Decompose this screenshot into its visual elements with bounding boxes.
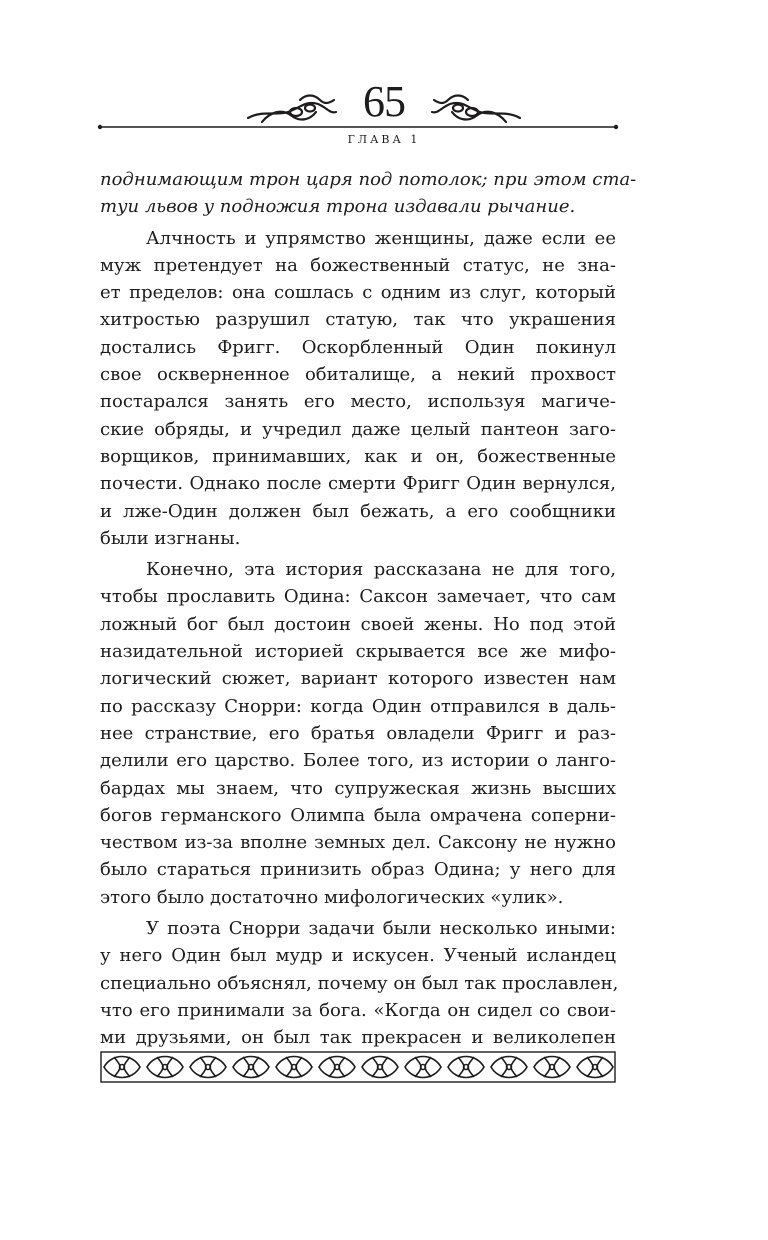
- knot-weave: [458, 1057, 474, 1077]
- knotwork-border-band-icon: [100, 1051, 616, 1083]
- knot-loop: [147, 1057, 183, 1078]
- text-line: У поэта Снорри задачи были несколько иными:: [146, 918, 616, 940]
- text-line: по рассказу Снорри: когда Один отправился в даль-: [100, 695, 616, 717]
- knot-center: [421, 1065, 426, 1070]
- text-line: почести. Однако после смерти Фригг Один вернулся,: [100, 473, 616, 495]
- text-line: было стараться принизить образ Одина; у него для: [100, 859, 616, 881]
- knot-center: [120, 1065, 125, 1070]
- knot-center: [593, 1065, 598, 1070]
- knot-center: [550, 1065, 555, 1070]
- knot-loop: [491, 1057, 527, 1078]
- text-line: поднимающим трон царя под потолок; при этом ста-: [100, 169, 637, 190]
- page-number: 65: [363, 77, 405, 126]
- text-line: постарался занять его место, используя магиче-: [100, 391, 616, 413]
- text-line: были изгнаны.: [100, 527, 241, 549]
- knot-loop: [276, 1057, 312, 1078]
- text-line: и лже-Один должен был бежать, а его сообщники: [100, 500, 616, 522]
- chapter-label: ГЛАВА 1: [347, 133, 421, 146]
- knot-center: [163, 1065, 168, 1070]
- text-line: свое оскверненное обиталище, а некий прохвост: [100, 364, 616, 386]
- text-line: этого было достаточно мифологических «улик».: [100, 886, 564, 908]
- text-line: Алчность и упрямство женщины, даже если ее: [146, 227, 616, 249]
- knot-center: [292, 1065, 297, 1070]
- body-text: [100, 166, 637, 1052]
- knot-center: [464, 1065, 469, 1070]
- knot-loop: [233, 1057, 269, 1078]
- text-line: чтобы прославить Одина: Саксон замечает, что сам: [100, 586, 616, 608]
- text-line: ские обряды, и учредил даже целый пантеон заго-: [100, 418, 616, 440]
- text-line: хитростью разрушил статую, так что украшения: [100, 309, 616, 331]
- knot-center: [378, 1065, 383, 1070]
- text-line: ми друзьями, он был так прекрасен и великолепен: [100, 1027, 616, 1049]
- knot-center: [507, 1065, 512, 1070]
- knot-weave: [286, 1057, 302, 1077]
- knot-center: [249, 1065, 254, 1070]
- knot-loop: [190, 1057, 226, 1078]
- knot-weave: [157, 1057, 173, 1077]
- knot-weave: [372, 1057, 388, 1077]
- text-line: специально объяснял, почему он был так прославлен,: [100, 972, 619, 994]
- knot-weave: [587, 1057, 603, 1077]
- knot-weave: [243, 1057, 259, 1077]
- text-line: логический сюжет, вариант которого известен нам: [100, 668, 616, 690]
- knot-loop: [405, 1057, 441, 1078]
- knot-center: [206, 1065, 211, 1070]
- knot-weave: [544, 1057, 560, 1077]
- knot-loop: [104, 1057, 140, 1078]
- text-line: ложный бог был достоин своей жены. Но под этой: [100, 613, 616, 635]
- text-line: что его принимали за бога. «Когда он сидел со свои-: [100, 999, 616, 1021]
- text-line: бардах мы знаем, что супружеская жизнь высших: [100, 777, 616, 799]
- knot-loop: [319, 1057, 355, 1078]
- text-line: Конечно, эта история рассказана не для того,: [146, 559, 616, 581]
- knot-weave: [329, 1057, 345, 1077]
- knot-loop: [534, 1057, 570, 1078]
- text-line: делили его царство. Более того, из истории о ланго-: [100, 750, 616, 772]
- text-line: нее странствие, его братья овладели Фригг и раз-: [100, 722, 616, 744]
- knot-weave: [501, 1057, 517, 1077]
- knot-weave: [200, 1057, 216, 1077]
- text-line: туи львов у подножия трона издавали рычание.: [100, 196, 576, 218]
- page-header: [0, 0, 768, 160]
- knot-loop: [577, 1057, 613, 1078]
- knot-weave: [415, 1057, 431, 1077]
- text-line: муж претендует на божественный статус, не зна-: [100, 254, 616, 276]
- text-line: чеством из-за вполне земных дел. Саксону не нужно: [100, 832, 616, 854]
- text-line: ворщиков, принимавших, как и он, божественные: [100, 445, 616, 467]
- text-line: у него Один был мудр и искусен. Ученый исландец: [100, 945, 616, 967]
- text-line: богов германского Олимпа была омрачена соперни-: [100, 804, 616, 826]
- knot-center: [335, 1065, 340, 1070]
- text-line: ет пределов: она сошлась с одним из слуг, который: [100, 282, 616, 304]
- knot-loop: [362, 1057, 398, 1078]
- text-line: достались Фригг. Оскорбленный Один покинул: [100, 336, 616, 358]
- knot-weave: [114, 1057, 130, 1077]
- knot-loop: [448, 1057, 484, 1078]
- text-line: назидательной историей скрывается все же мифо-: [100, 641, 616, 663]
